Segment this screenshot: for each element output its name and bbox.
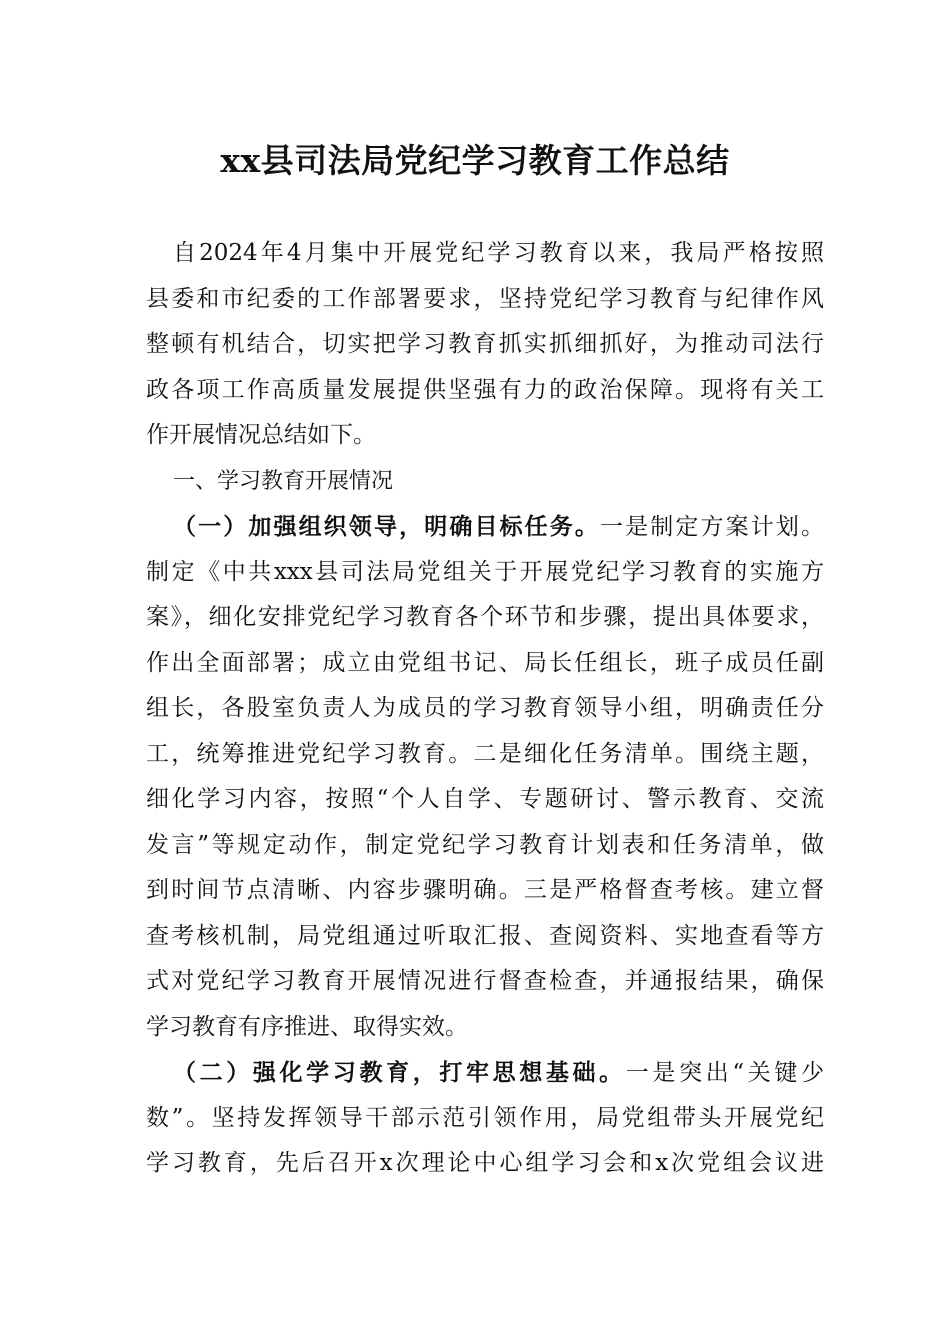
paragraph-line: 案》，细化安排党纪学习教育各个环节和步骤，提出具体要求， [146,604,824,630]
section-heading: 一、学习教育开展情况 [173,468,394,494]
intro-line: 县委和市纪委的工作部署要求，坚持党纪学习教育与纪律作风 [146,285,824,312]
paragraph-line: 发言”等规定动作，制定党纪学习教育计划表和任务清单，做 [146,831,824,858]
paragraph-line: 学习教育有序推进、取得实效。 [146,1013,468,1040]
subsection-heading: （一）加强组织领导，明确目标任务。 [173,513,601,540]
subsection-heading: （二）强化学习教育，打牢思想基础。 [173,1059,626,1086]
paragraph-text: 一是突出“关键少 [625,1060,824,1086]
intro-line: 政各项工作高质量发展提供坚强有力的政治保障。现将有关工 [146,376,824,403]
subsection-first-line [146,1050,824,1096]
intro-line: 作开展情况总结如下。 [146,422,376,448]
paragraph-line: 数”。坚持发挥领导干部示范引领作用，局党组带头开展党纪 [146,1104,824,1131]
paragraph-line: 工，统筹推进党纪学习教育。二是细化任务清单。围绕主题， [146,740,824,767]
document-body [146,231,824,1187]
paragraph-line: 作出全面部署；成立由党组书记、局长任组长，班子成员任副 [146,649,824,676]
paragraph-text: 一是制定方案计划。 [600,514,825,540]
intro-line: 自2024年4月集中开展党纪学习教育以来，我局严格按照 [173,240,824,266]
document-title: xx县司法局党纪学习教育工作总结 [220,141,730,180]
paragraph-line: 式对党纪学习教育开展情况进行督查检查，并通报结果，确保 [146,968,824,994]
subsection-first-line [146,504,824,550]
paragraph-line: 学习教育，先后召开x次理论中心组学习会和x次党组会议进 [146,1150,824,1176]
intro-line: 整顿有机结合，切实把学习教育抓实抓细抓好，为推动司法行 [146,331,824,357]
paragraph-line: 细化学习内容，按照“个人自学、专题研讨、警示教育、交流 [146,786,824,812]
paragraph-line: 组长，各股室负责人为成员的学习教育领导小组，明确责任分 [146,695,824,721]
paragraph-line: 查考核机制，局党组通过听取汇报、查阅资料、实地查看等方 [146,922,824,949]
paragraph-line: 制定《中共xxx县司法局党组关于开展党纪学习教育的实施方 [146,558,824,585]
paragraph-line: 到时间节点清晰、内容步骤明确。三是严格督查考核。建立督 [146,877,824,903]
